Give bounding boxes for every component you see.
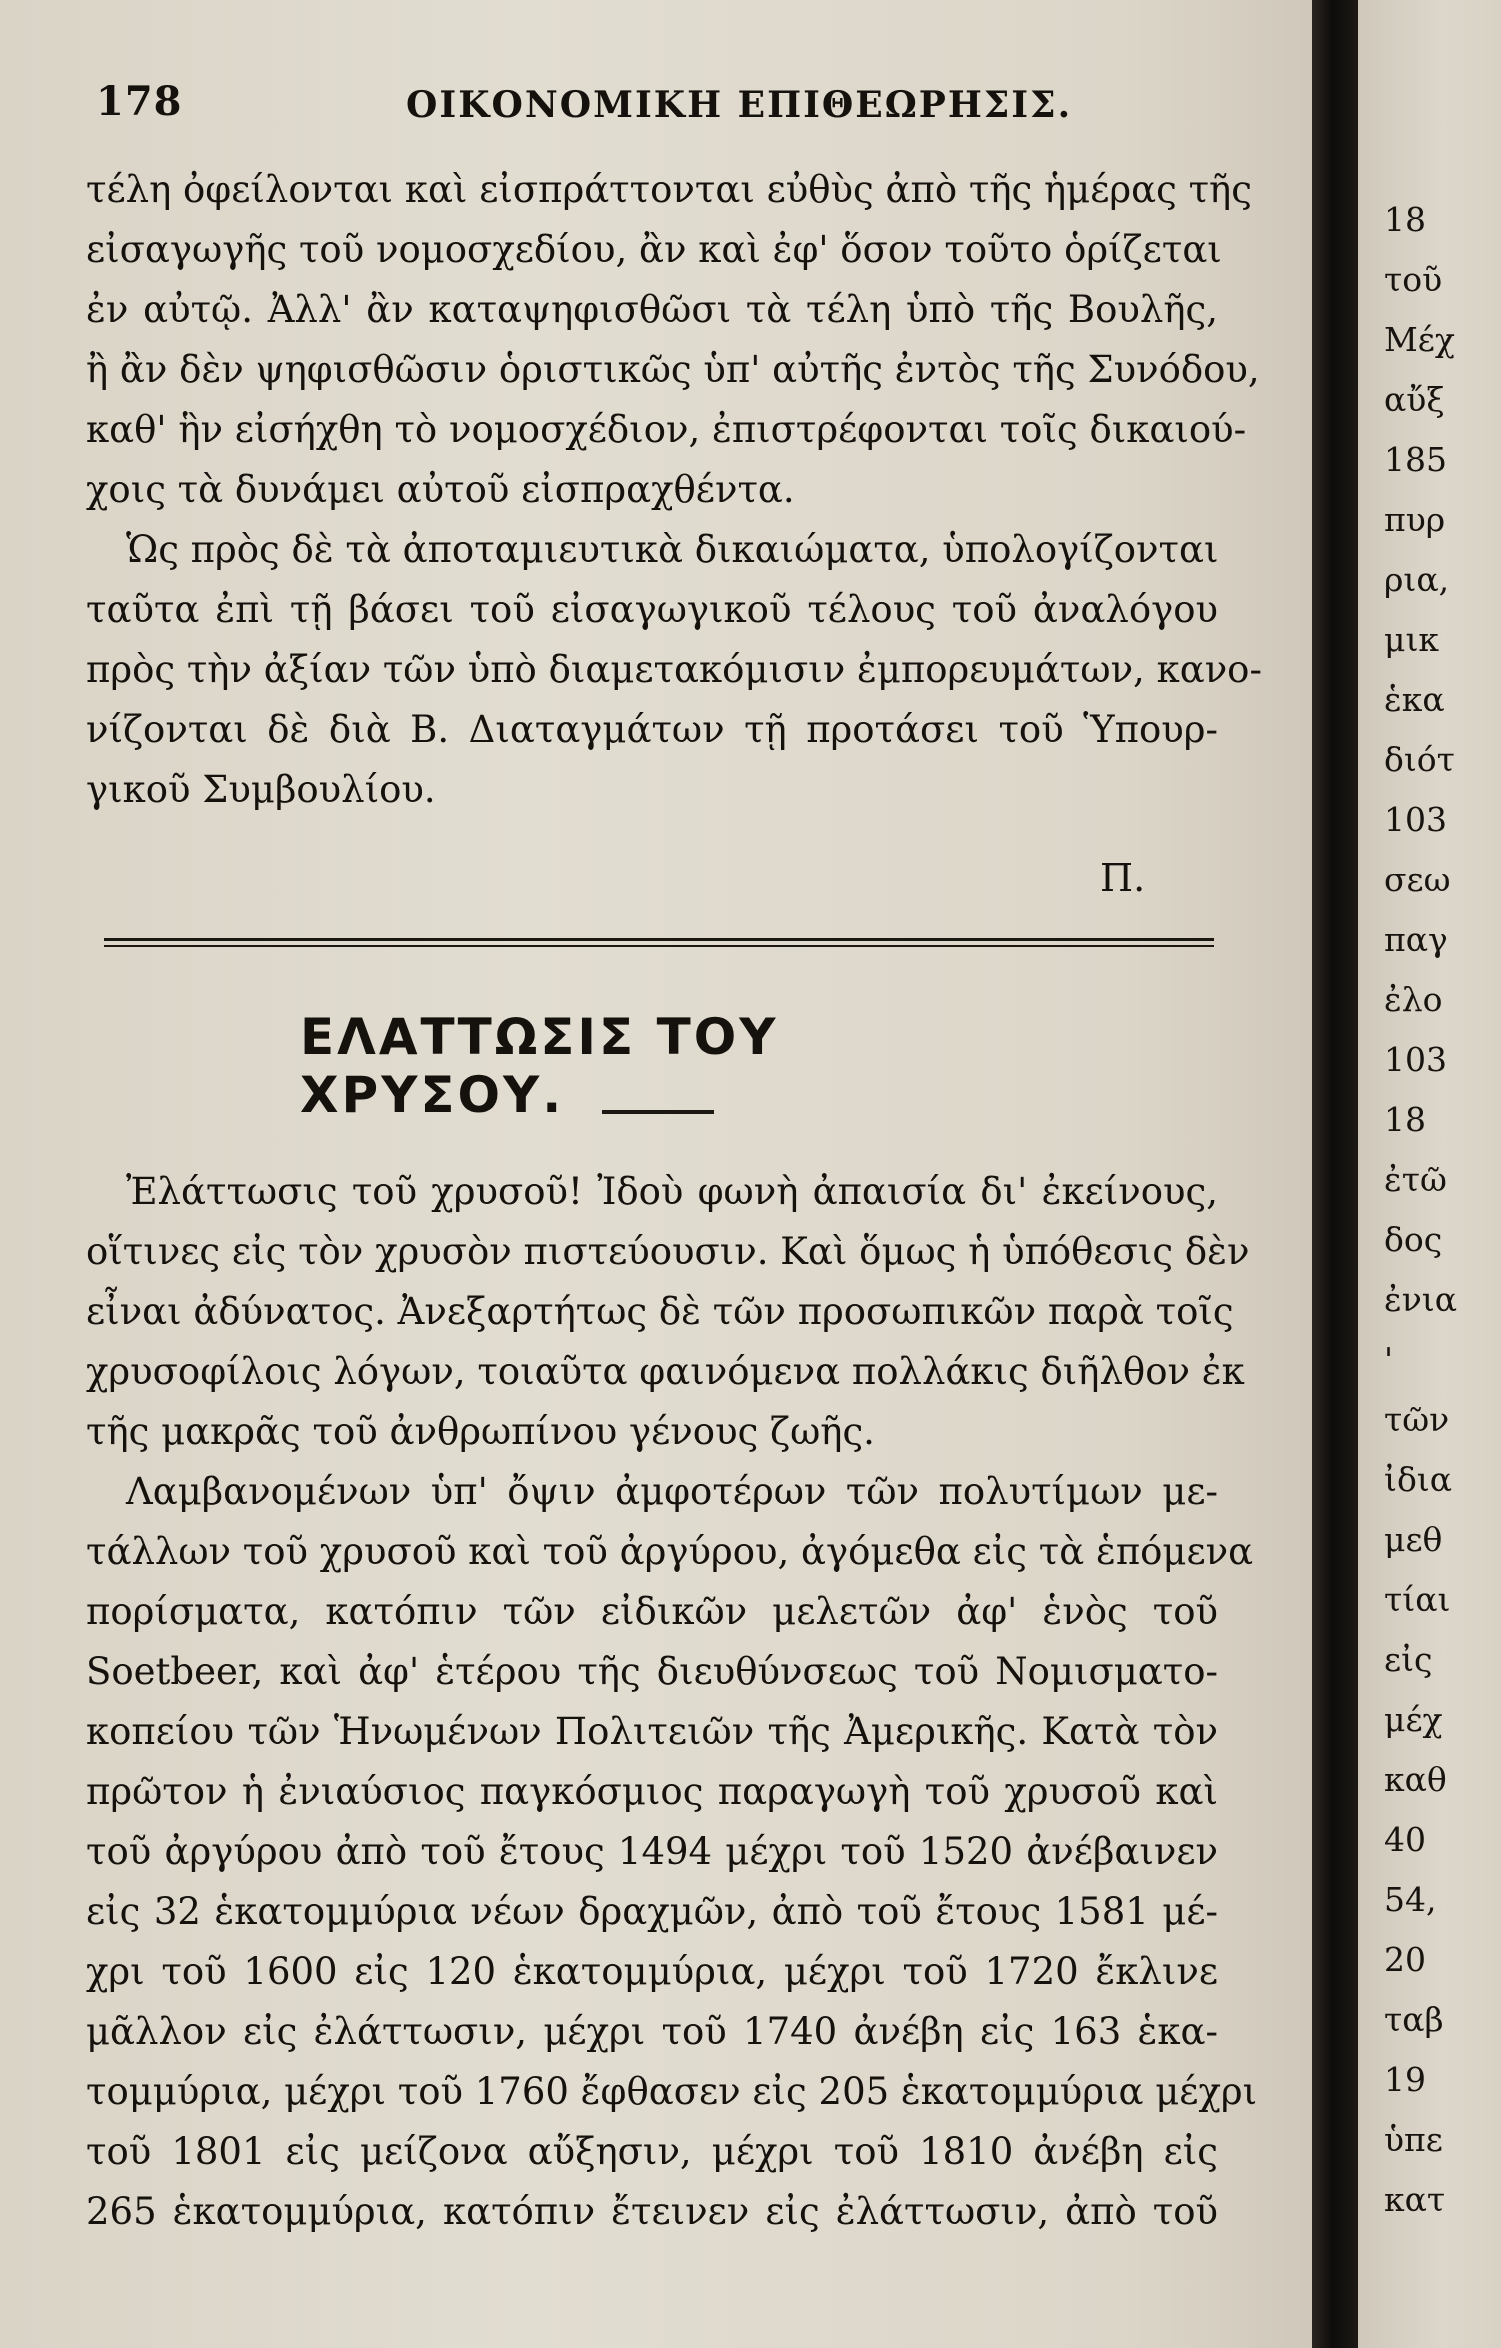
- next-page-margin: [1358, 0, 1501, 2348]
- text-line: εἰσαγωγῆς τοῦ νομοσχεδίου, ἂν καὶ ἐφ' ὅσον τοῦτο ὁρίζεται: [86, 228, 1222, 271]
- margin-line: 19: [1384, 2060, 1426, 2099]
- text-line: χρι τοῦ 1600 εἰς 120 ἑκατομμύρια, μέχρι τοῦ 1720 ἔκλινε: [86, 1950, 1218, 1993]
- text-line: Ὡς πρὸς δὲ τὰ ἀποταμιευτικὰ δικαιώματα, ὑπολογίζονται: [126, 528, 1219, 571]
- book-gutter: [1312, 0, 1358, 2348]
- text-line: καθ' ἣν εἰσήχθη τὸ νομοσχέδιον, ἐπιστρέφονται τοῖς δικαιού-: [86, 408, 1247, 451]
- margin-line: αὔξ: [1384, 380, 1445, 419]
- text-line: Λαμβανομένων ὑπ' ὄψιν ἀμφοτέρων τῶν πολυτίμων με-: [126, 1470, 1218, 1513]
- margin-line: 103: [1384, 1040, 1447, 1079]
- text-line: τῆς μακρᾶς τοῦ ἀνθρωπίνου γένους ζωῆς.: [86, 1410, 875, 1453]
- page-header: [96, 78, 1206, 138]
- text-line: τομμύρια, μέχρι τοῦ 1760 ἔφθασεν εἰς 205 ἑκατομμύρια μέχρι: [86, 2070, 1258, 2113]
- next-page-text: [1358, 190, 1457, 2230]
- text-line: εἶναι ἀδύνατος. Ἀνεξαρτήτως δὲ τῶν προσωπικῶν παρὰ τοῖς: [86, 1290, 1234, 1333]
- margin-line: ταβ: [1384, 2000, 1444, 2039]
- text-line: ἢ ἂν δὲν ψηφισθῶσιν ὁριστικῶς ὑπ' αὐτῆς ἐντὸς τῆς Συνόδου,: [86, 348, 1260, 391]
- text-line: τέλη ὀφείλονται καὶ εἰσπράττονται εὐθὺς ἀπὸ τῆς ἡμέρας τῆς: [86, 168, 1252, 211]
- text-line: πορίσματα, κατόπιν τῶν εἰδικῶν μελετῶν ἀφ' ἑνὸς τοῦ: [86, 1590, 1218, 1633]
- text-line: οἵτινες εἰς τὸν χρυσὸν πιστεύουσιν. Καὶ ὅμως ἡ ὑπόθεσις δὲν: [86, 1230, 1250, 1273]
- margin-line: ἐλο: [1384, 980, 1443, 1019]
- margin-line: διότ: [1384, 740, 1455, 779]
- margin-line: παγ: [1384, 920, 1448, 959]
- text-line: τοῦ ἀργύρου ἀπὸ τοῦ ἔτους 1494 μέχρι τοῦ 1520 ἀνέβαινεν: [86, 1830, 1218, 1873]
- margin-line: πυρ: [1384, 500, 1446, 539]
- author-signature: Π.: [1100, 856, 1146, 900]
- margin-line: 40: [1384, 1820, 1426, 1859]
- margin-line: 54,: [1384, 1880, 1437, 1919]
- text-line: κοπείου τῶν Ἡνωμένων Πολιτειῶν τῆς Ἀμερικῆς. Κατὰ τὸν: [86, 1710, 1218, 1753]
- title-underline: [602, 1110, 714, 1114]
- text-line: τάλλων τοῦ χρυσοῦ καὶ τοῦ ἀργύρου, ἀγόμεθα εἰς τὰ ἑπόμενα: [86, 1530, 1254, 1573]
- margin-line: τῶν: [1384, 1400, 1450, 1439]
- margin-line: 18: [1384, 200, 1426, 239]
- text-line: χοις τὰ δυνάμει αὐτοῦ εἰσπραχθέντα.: [86, 468, 795, 511]
- margin-line: κατ: [1384, 2180, 1446, 2219]
- margin-line: ': [1384, 1340, 1394, 1379]
- text-line: πρὸς τὴν ἀξίαν τῶν ὑπὸ διαμετακόμισιν ἐμπορευμάτων, κανο-: [86, 648, 1262, 691]
- margin-line: Μέχ: [1384, 320, 1455, 359]
- margin-line: ἑκα: [1384, 680, 1445, 719]
- margin-line: ρια,: [1384, 560, 1450, 599]
- text-line: νίζονται δὲ διὰ Β. Διαταγμάτων τῇ προτάσει τοῦ Ὑπουρ-: [86, 708, 1218, 751]
- section-divider: [104, 938, 1214, 947]
- margin-line: σεω: [1384, 860, 1451, 899]
- margin-line: δος: [1384, 1220, 1443, 1259]
- text-line: χρυσοφίλοις λόγων, τοιαῦτα φαινόμενα πολλάκις διῆλθον ἐκ: [86, 1350, 1245, 1393]
- text-line: 265 ἑκατομμύρια, κατόπιν ἔτεινεν εἰς ἐλάττωσιν, ἀπὸ τοῦ: [86, 2190, 1218, 2233]
- text-line: ταῦτα ἐπὶ τῇ βάσει τοῦ εἰσαγωγικοῦ τέλους τοῦ ἀναλόγου: [86, 588, 1218, 631]
- page-number: 178: [96, 78, 183, 125]
- margin-line: ἰδια: [1384, 1460, 1453, 1499]
- text-line: μᾶλλον εἰς ἐλάττωσιν, μέχρι τοῦ 1740 ἀνέβη εἰς 163 ἑκα-: [86, 2010, 1218, 2053]
- text-line: Ἐλάττωσις τοῦ χρυσοῦ! Ἰδοὺ φωνὴ ἀπαισία δι' ἐκείνους,: [126, 1170, 1218, 1213]
- previous-article-text: [86, 160, 1262, 820]
- margin-line: καθ: [1384, 1760, 1447, 1799]
- text-line: ἐν αὐτῷ. Ἀλλ' ἂν καταψηφισθῶσι τὰ τέλη ὑπὸ τῆς Βουλῆς,: [86, 288, 1218, 331]
- margin-line: τοῦ: [1384, 260, 1443, 299]
- text-line: εἰς 32 ἑκατομμύρια νέων δραχμῶν, ἀπὸ τοῦ ἔτους 1581 μέ-: [86, 1890, 1218, 1933]
- margin-line: εἰς: [1384, 1640, 1433, 1679]
- text-line: Soetbeer, καὶ ἀφ' ἑτέρου τῆς διευθύνσεως τοῦ Νομισματο-: [86, 1650, 1218, 1693]
- margin-line: ἐτῶ: [1384, 1160, 1447, 1199]
- running-head: ΟΙΚΟΝΟΜΙΚΗ ΕΠΙΘΕΩΡΗΣΙΣ.: [406, 84, 1073, 126]
- margin-line: 20: [1384, 1940, 1426, 1979]
- article-body: [86, 1162, 1258, 2242]
- margin-line: μεθ: [1384, 1520, 1443, 1559]
- margin-line: τίαι: [1384, 1580, 1451, 1619]
- margin-line: ὑπε: [1384, 2120, 1443, 2159]
- article-title: ΕΛΑΤΤΩΣΙΣ ΤΟΥ ΧΡΥΣΟΥ.: [300, 1008, 779, 1124]
- text-line: τοῦ 1801 εἰς μείζονα αὔξησιν, μέχρι τοῦ 1810 ἀνέβη εἰς: [86, 2130, 1218, 2173]
- text-line: γικοῦ Συμβουλίου.: [86, 768, 436, 811]
- text-line: πρῶτον ἡ ἐνιαύσιος παγκόσμιος παραγωγὴ τοῦ χρυσοῦ καὶ: [86, 1770, 1218, 1813]
- margin-line: ἐνια: [1384, 1280, 1457, 1319]
- margin-line: 103: [1384, 800, 1447, 839]
- margin-line: 185: [1384, 440, 1447, 479]
- margin-line: μικ: [1384, 620, 1440, 659]
- margin-line: 18: [1384, 1100, 1426, 1139]
- margin-line: μέχ: [1384, 1700, 1443, 1739]
